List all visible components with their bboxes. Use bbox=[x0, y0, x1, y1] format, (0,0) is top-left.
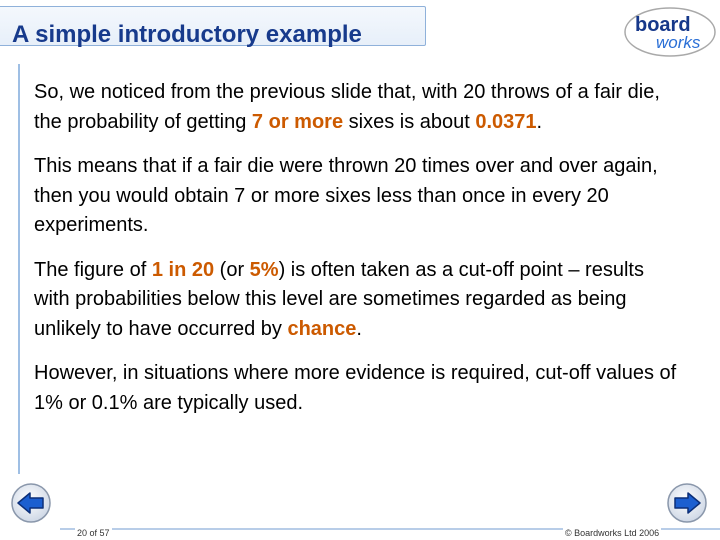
next-slide-button[interactable] bbox=[666, 482, 708, 524]
copyright-text: © Boardworks Ltd 2006 bbox=[565, 528, 660, 538]
page-number: 20 of 57 bbox=[77, 528, 110, 538]
slide-body bbox=[34, 78, 684, 433]
highlight-7-or-more: 7 or more bbox=[251, 110, 344, 133]
highlight-5-percent: 5% bbox=[249, 258, 279, 281]
logo-text-board: board bbox=[635, 14, 691, 36]
paragraph-1: So, we noticed from the previous slide that, with 20 throws of a fair die, the probability of getting 7 or more sixes is about 0.0371. bbox=[34, 81, 660, 133]
logo-text-works: works bbox=[656, 33, 701, 52]
paragraph-3: The figure of 1 in 20 (or 5%) is often taken as a cut-off point – results with probabilities below this level are sometimes regarded as being unlikely to have occurred by chance. bbox=[34, 258, 644, 340]
slide-title: A simple introductory example bbox=[12, 21, 362, 48]
title-bar bbox=[0, 6, 426, 46]
paragraph-4: However, in situations where more evidence is required, cut-off values of 1% or 0.1% are typically used. bbox=[34, 362, 677, 414]
highlight-1-in-20: 1 in 20 bbox=[151, 258, 215, 281]
boardworks-logo bbox=[622, 4, 718, 60]
highlight-chance: chance bbox=[287, 317, 357, 340]
paragraph-2: This means that if a fair die were thrown 20 times over and over again, then you would obtain 7 or more sixes less than once in every 20 experiments. bbox=[34, 155, 658, 236]
previous-slide-button[interactable] bbox=[10, 482, 52, 524]
highlight-probability: 0.0371 bbox=[475, 110, 537, 133]
